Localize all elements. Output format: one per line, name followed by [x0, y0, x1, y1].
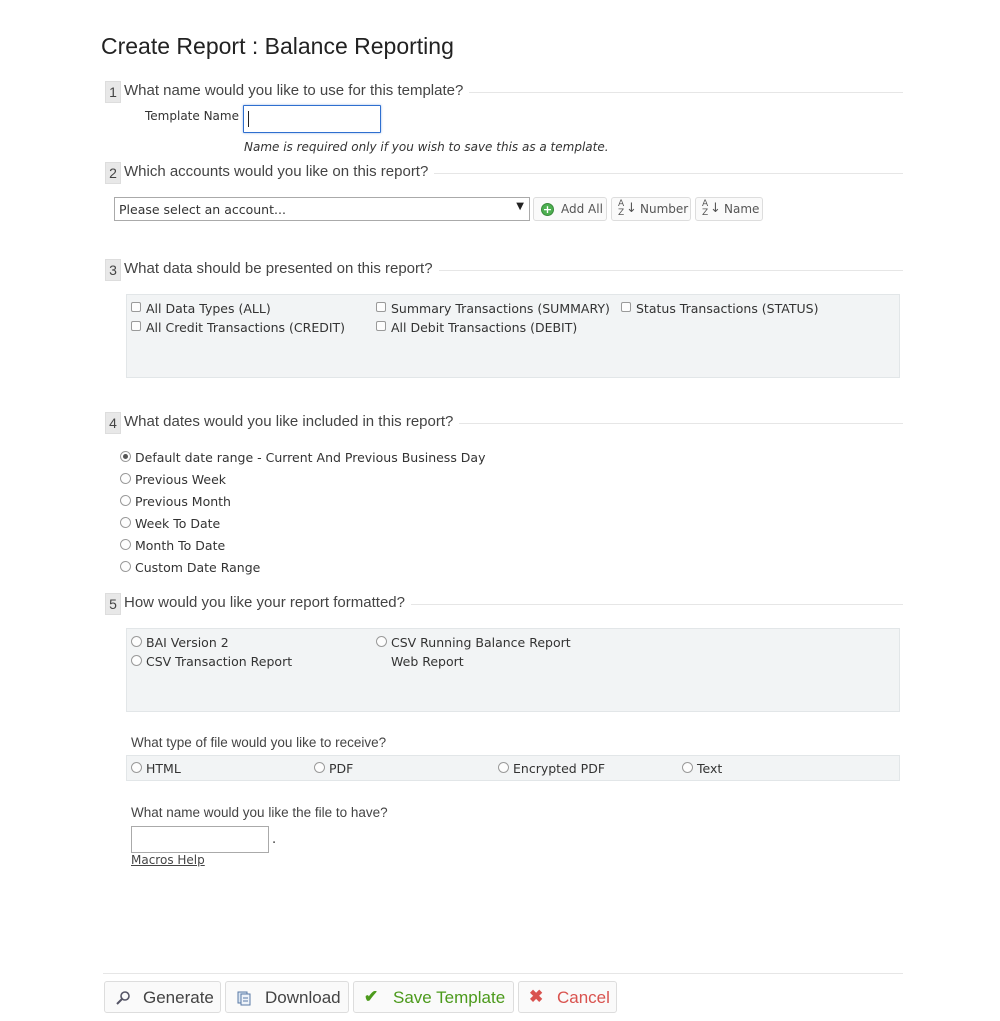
sort-name-label: Name: [724, 202, 760, 216]
sort-az-icon: A Z: [702, 199, 709, 218]
checkbox[interactable]: [376, 321, 386, 331]
sort-az-icon: A Z: [618, 199, 625, 218]
save-template-button[interactable]: [353, 981, 514, 1013]
account-select-value: Please select an account...: [119, 202, 286, 217]
checkbox[interactable]: [376, 302, 386, 312]
download-label: Download: [265, 988, 341, 1007]
sort-by-number-button[interactable]: [611, 197, 691, 221]
close-icon: ✖: [529, 987, 544, 1006]
checkmark-icon: ✔: [364, 987, 379, 1006]
radio-button[interactable]: [682, 762, 693, 773]
radio-button[interactable]: [120, 451, 131, 462]
file-extension-dot: .: [272, 832, 277, 847]
template-name-input[interactable]: [243, 105, 381, 133]
section-question: Which accounts would you like on this report?: [124, 163, 434, 180]
save-template-label: Save Template: [393, 988, 506, 1007]
section-number: 2: [105, 162, 121, 184]
radio-button[interactable]: [131, 636, 142, 647]
file-name-question: What name would you like the file to have?: [131, 805, 388, 820]
section-question: What dates would you like included in this report?: [124, 413, 459, 430]
generate-button[interactable]: [104, 981, 221, 1013]
cancel-label: Cancel: [557, 988, 610, 1007]
section-question: What name would you like to use for this template?: [124, 82, 469, 99]
sort-number-label: Number: [640, 202, 689, 216]
format-panel: BAI Version 2 CSV Running Balance Report CSV Transaction Report Web Report: [126, 628, 900, 712]
sort-by-name-button[interactable]: [695, 197, 763, 221]
dropdown-arrow-icon: ▼: [516, 201, 524, 212]
page-title: Create Report : Balance Reporting: [101, 33, 454, 59]
add-icon: +: [542, 203, 553, 216]
add-all-label: Add All: [561, 202, 603, 216]
download-button[interactable]: [225, 981, 349, 1013]
radio-button[interactable]: [131, 655, 142, 666]
macros-help-link[interactable]: Macros Help: [131, 853, 205, 867]
section-number: 3: [105, 259, 121, 281]
section-number: 5: [105, 593, 121, 615]
radio-button[interactable]: [120, 539, 131, 550]
add-all-button[interactable]: [533, 197, 607, 221]
generate-label: Generate: [143, 988, 214, 1007]
account-select[interactable]: [114, 197, 530, 221]
file-type-panel: HTML PDF Encrypted PDF Text: [126, 755, 900, 781]
cancel-button[interactable]: [518, 981, 617, 1013]
sort-arrow-icon: ↓: [710, 201, 721, 216]
section-number: 4: [105, 412, 121, 434]
document-icon: [236, 990, 252, 1006]
text-cursor: [248, 111, 249, 127]
file-name-input[interactable]: [131, 826, 269, 853]
section-5-header: [105, 593, 903, 615]
section-4-header: [105, 412, 903, 434]
radio-button[interactable]: [120, 561, 131, 572]
magnifier-icon: [115, 990, 131, 1006]
section-question: What data should be presented on this report?: [124, 260, 439, 277]
section-1-header: [105, 81, 903, 103]
radio-button[interactable]: [498, 762, 509, 773]
section-2-header: [105, 162, 903, 184]
radio-button[interactable]: [120, 517, 131, 528]
section-3-header: [105, 259, 903, 281]
section-question: How would you like your report formatted?: [124, 594, 411, 611]
checkbox[interactable]: [131, 302, 141, 312]
checkbox[interactable]: [621, 302, 631, 312]
checkbox[interactable]: [131, 321, 141, 331]
footer-divider: [103, 973, 903, 974]
section-number: 1: [105, 81, 121, 103]
sort-arrow-icon: ↓: [626, 201, 637, 216]
data-types-panel: All Data Types (ALL) Summary Transactions (SUMMARY) Status Transactions (STATUS) All Credit Transactions (CREDIT) All Debit Transactions (DEBIT): [126, 294, 900, 378]
radio-button[interactable]: [314, 762, 325, 773]
template-name-label: Template Name: [145, 109, 239, 123]
radio-button[interactable]: [376, 636, 387, 647]
radio-button[interactable]: [131, 762, 142, 773]
radio-button[interactable]: [120, 495, 131, 506]
radio-button[interactable]: [120, 473, 131, 484]
file-type-question: What type of file would you like to receive?: [131, 735, 387, 750]
template-name-hint: Name is required only if you wish to save this as a template.: [244, 140, 609, 154]
